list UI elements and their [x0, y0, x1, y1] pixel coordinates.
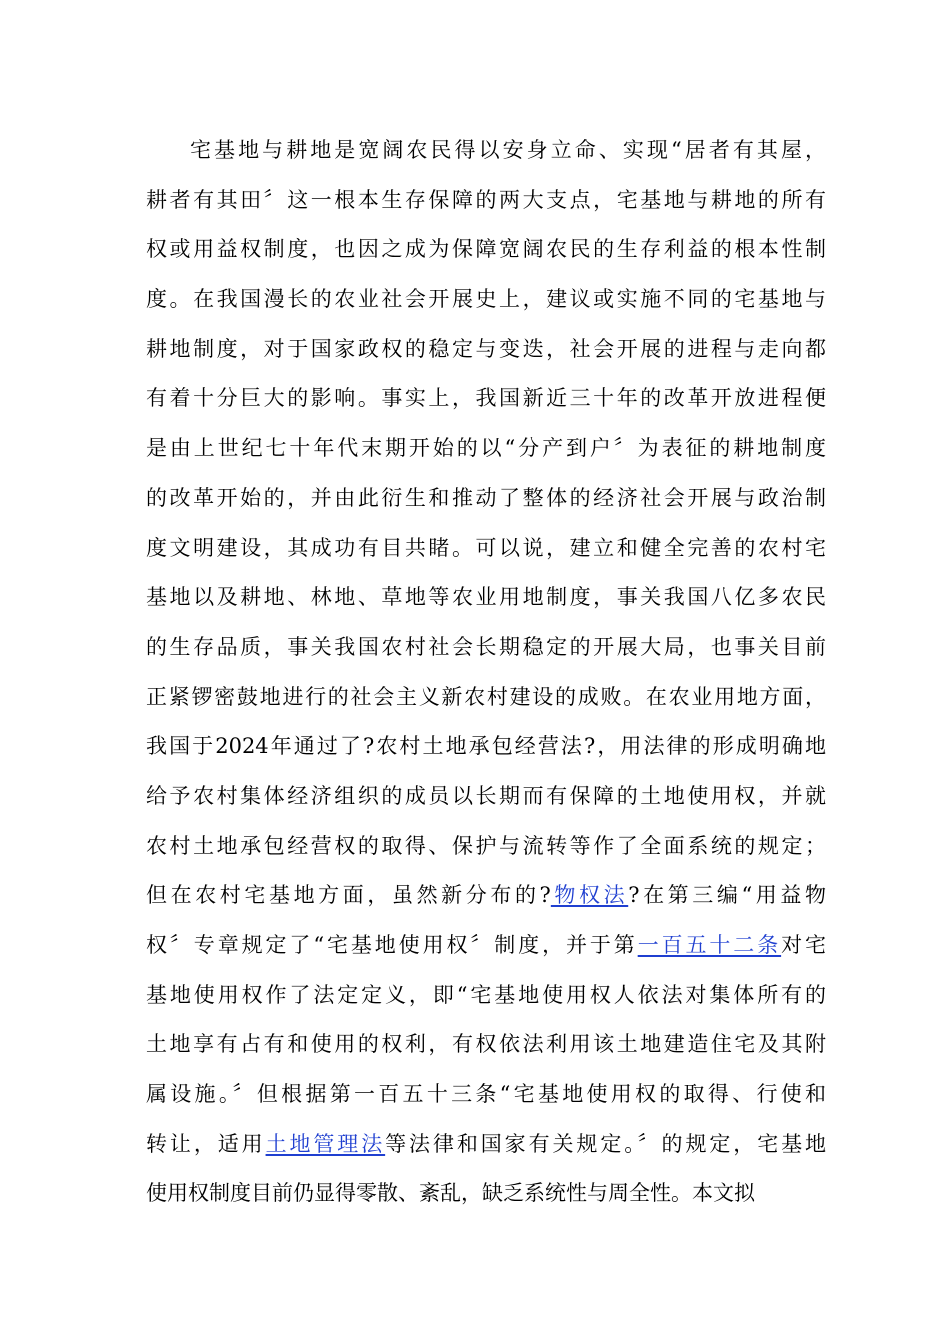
text-line-14: 给予农村集体经济组织的成员以长期而有保障的土地使用权，并就 [146, 783, 826, 808]
text-line-12: 正紧锣密鼓地进行的社会主义新农村建设的成败。在农业用地方面， [146, 684, 826, 709]
text-line-6: 有着十分巨大的影响。事实上，我国新近三十年的改革开放进程便 [146, 386, 826, 411]
text-segment: 转让，适用 [146, 1131, 266, 1156]
text-line-10: 基地以及耕地、林地、草地等农业用地制度，事关我国八亿多农民 [146, 585, 826, 610]
text-line-11: 的生存品质，事关我国农村社会长期稳定的开展大局，也事关目前 [146, 634, 826, 659]
text-line-15: 农村土地承包经营权的取得、保护与流转等作了全面系统的规定； [146, 833, 826, 858]
body-paragraph [146, 126, 826, 1219]
text-line-2: 耕者有其田〞这一根本生存保障的两大支点，宅基地与耕地的所有 [146, 187, 826, 212]
text-line-8: 的改革开始的，并由此衍生和推动了整体的经济社会开展与政治制 [146, 485, 826, 510]
text-segment: 对宅 [781, 933, 827, 957]
text-line-19: 土地享有占有和使用的权利，有权依法利用该土地建造住宅及其附 [146, 1032, 826, 1057]
text-line-4: 度。在我国漫长的农业社会开展史上，建议或实施不同的宅基地与 [146, 287, 826, 312]
text-line-1: 宅基地与耕地是宽阔农民得以安身立命、实现“居者有其屋， [190, 138, 826, 162]
text-line-13: 我国于2024年通过了?农村土地承包经营法?，用法律的形成明确地 [146, 734, 826, 759]
text-line-21 [146, 1120, 826, 1170]
text-segment: 等法律和国家有关规定。〞的规定，宅基地 [385, 1131, 827, 1156]
text-line-7: 是由上世纪七十年代末期开始的以“分产到户〞为表征的耕地制度 [146, 436, 826, 461]
text-line-20: 属设施。〞但根据第一百五十三条“宅基地使用权的取得、行使和 [146, 1082, 826, 1107]
text-segment: 但在农村宅基地方面，虽然新分布的? [146, 883, 551, 908]
text-line-3: 权或用益权制度，也因之成为保障宽阔农民的生存利益的根本性制 [146, 237, 826, 262]
link-property-law[interactable]: 物权法 [550, 883, 629, 908]
text-line-9: 度文明建设，其成功有目共睹。可以说，建立和健全完善的农村宅 [146, 535, 826, 560]
text-line-17 [146, 921, 826, 971]
link-land-management-law[interactable]: 土地管理法 [265, 1131, 386, 1156]
text-line-5: 耕地制度，对于国家政权的稳定与变迭，社会开展的进程与走向都 [146, 336, 826, 361]
link-article-152[interactable]: 一百五十二条 [637, 933, 782, 957]
text-segment: 权〞专章规定了“宅基地使用权〞制度，并于第 [146, 933, 638, 957]
text-line-18: 基地使用权作了法定定义，即“宅基地使用权人依法对集体所有的 [146, 982, 826, 1007]
text-segment: ?在第三编“用益物 [628, 883, 826, 908]
text-line-16 [146, 871, 826, 921]
text-line-22: 使用权制度目前仍显得零散、紊乱，缺乏系统性与周全性。本文拟 [146, 1181, 755, 1206]
